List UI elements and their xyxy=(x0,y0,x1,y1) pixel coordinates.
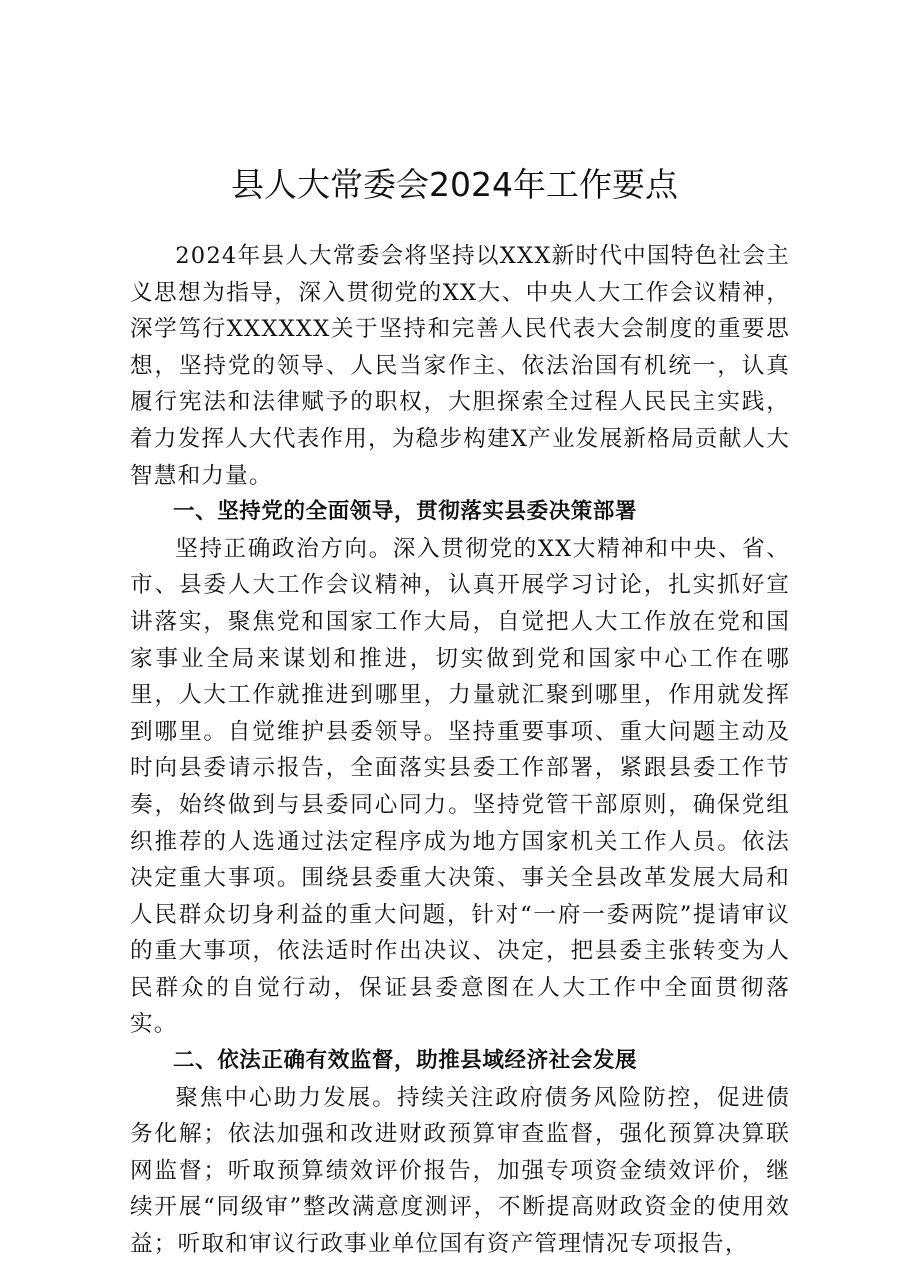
intro-paragraph: 2024年县人大常委会将坚持以XXX新时代中国特色社会主义思想为指导，深入贯彻党的XX大、中央人大工作会议精神，深学笃行XXXXXX关于坚持和完善人民代表大会制度的重要思想，坚持党的领导、人民当家作主、依法治国有机统一，认真履行宪法和法律赋予的职权，大胆探索全过程人民民主实践，着力发挥人大代表作用，为稳步构建X产业发展新格局贡献人大智慧和力量。 xyxy=(130,243,790,489)
section-body-2: 聚焦中心助力发展。持续关注政府债务风险防控，促进债务化解；依法加强和改进财政预算审查监督，强化预算决算联网监督；听取预算绩效评价报告，加强专项资金绩效评价，继续开展“同级审”整改满意度测评，不断提高财政资金的使用效益；听取和审议行政事业单位国有资产管理情况专项报告， xyxy=(130,1084,790,1258)
section-heading-1: 一、坚持党的全面领导，贯彻落实县委决策部署 xyxy=(173,499,638,525)
section-heading-2: 二、依法正确有效监督，助推县域经济社会发展 xyxy=(173,1048,638,1074)
section-body-1: 坚持正确政治方向。深入贯彻党的XX大精神和中央、省、市、县委人大工作会议精神，认真开展学习讨论，扎实抓好宣讲落实，聚焦党和国家工作大局，自觉把人大工作放在党和国家事业全局来谋划和推进，切实做到党和国家中心工作在哪里，人大工作就推进到哪里，力量就汇聚到哪里，作用就发挥到哪里。自觉维护县委领导。坚持重要事项、重大问题主动及时向县委请示报告，全面落实县委工作部署，紧跟县委工作节奏，始终做到与县委同心同力。坚持党管干部原则，确保党组织推荐的人选通过法定程序成为地方国家机关工作人员。依法决定重大事项。围绕县委重大决策、事关全县改革发展大局和人民群众切身利益的重大问题，针对“一府一委两院”提请审议的重大事项，依法适时作出决议、决定，把县委主张转变为人民群众的自觉行动，保证县委意图在人大工作中全面贯彻落实。 xyxy=(130,535,790,1038)
document-title: 县人大常委会2024年工作要点 xyxy=(231,165,678,204)
document-body xyxy=(130,238,790,1263)
